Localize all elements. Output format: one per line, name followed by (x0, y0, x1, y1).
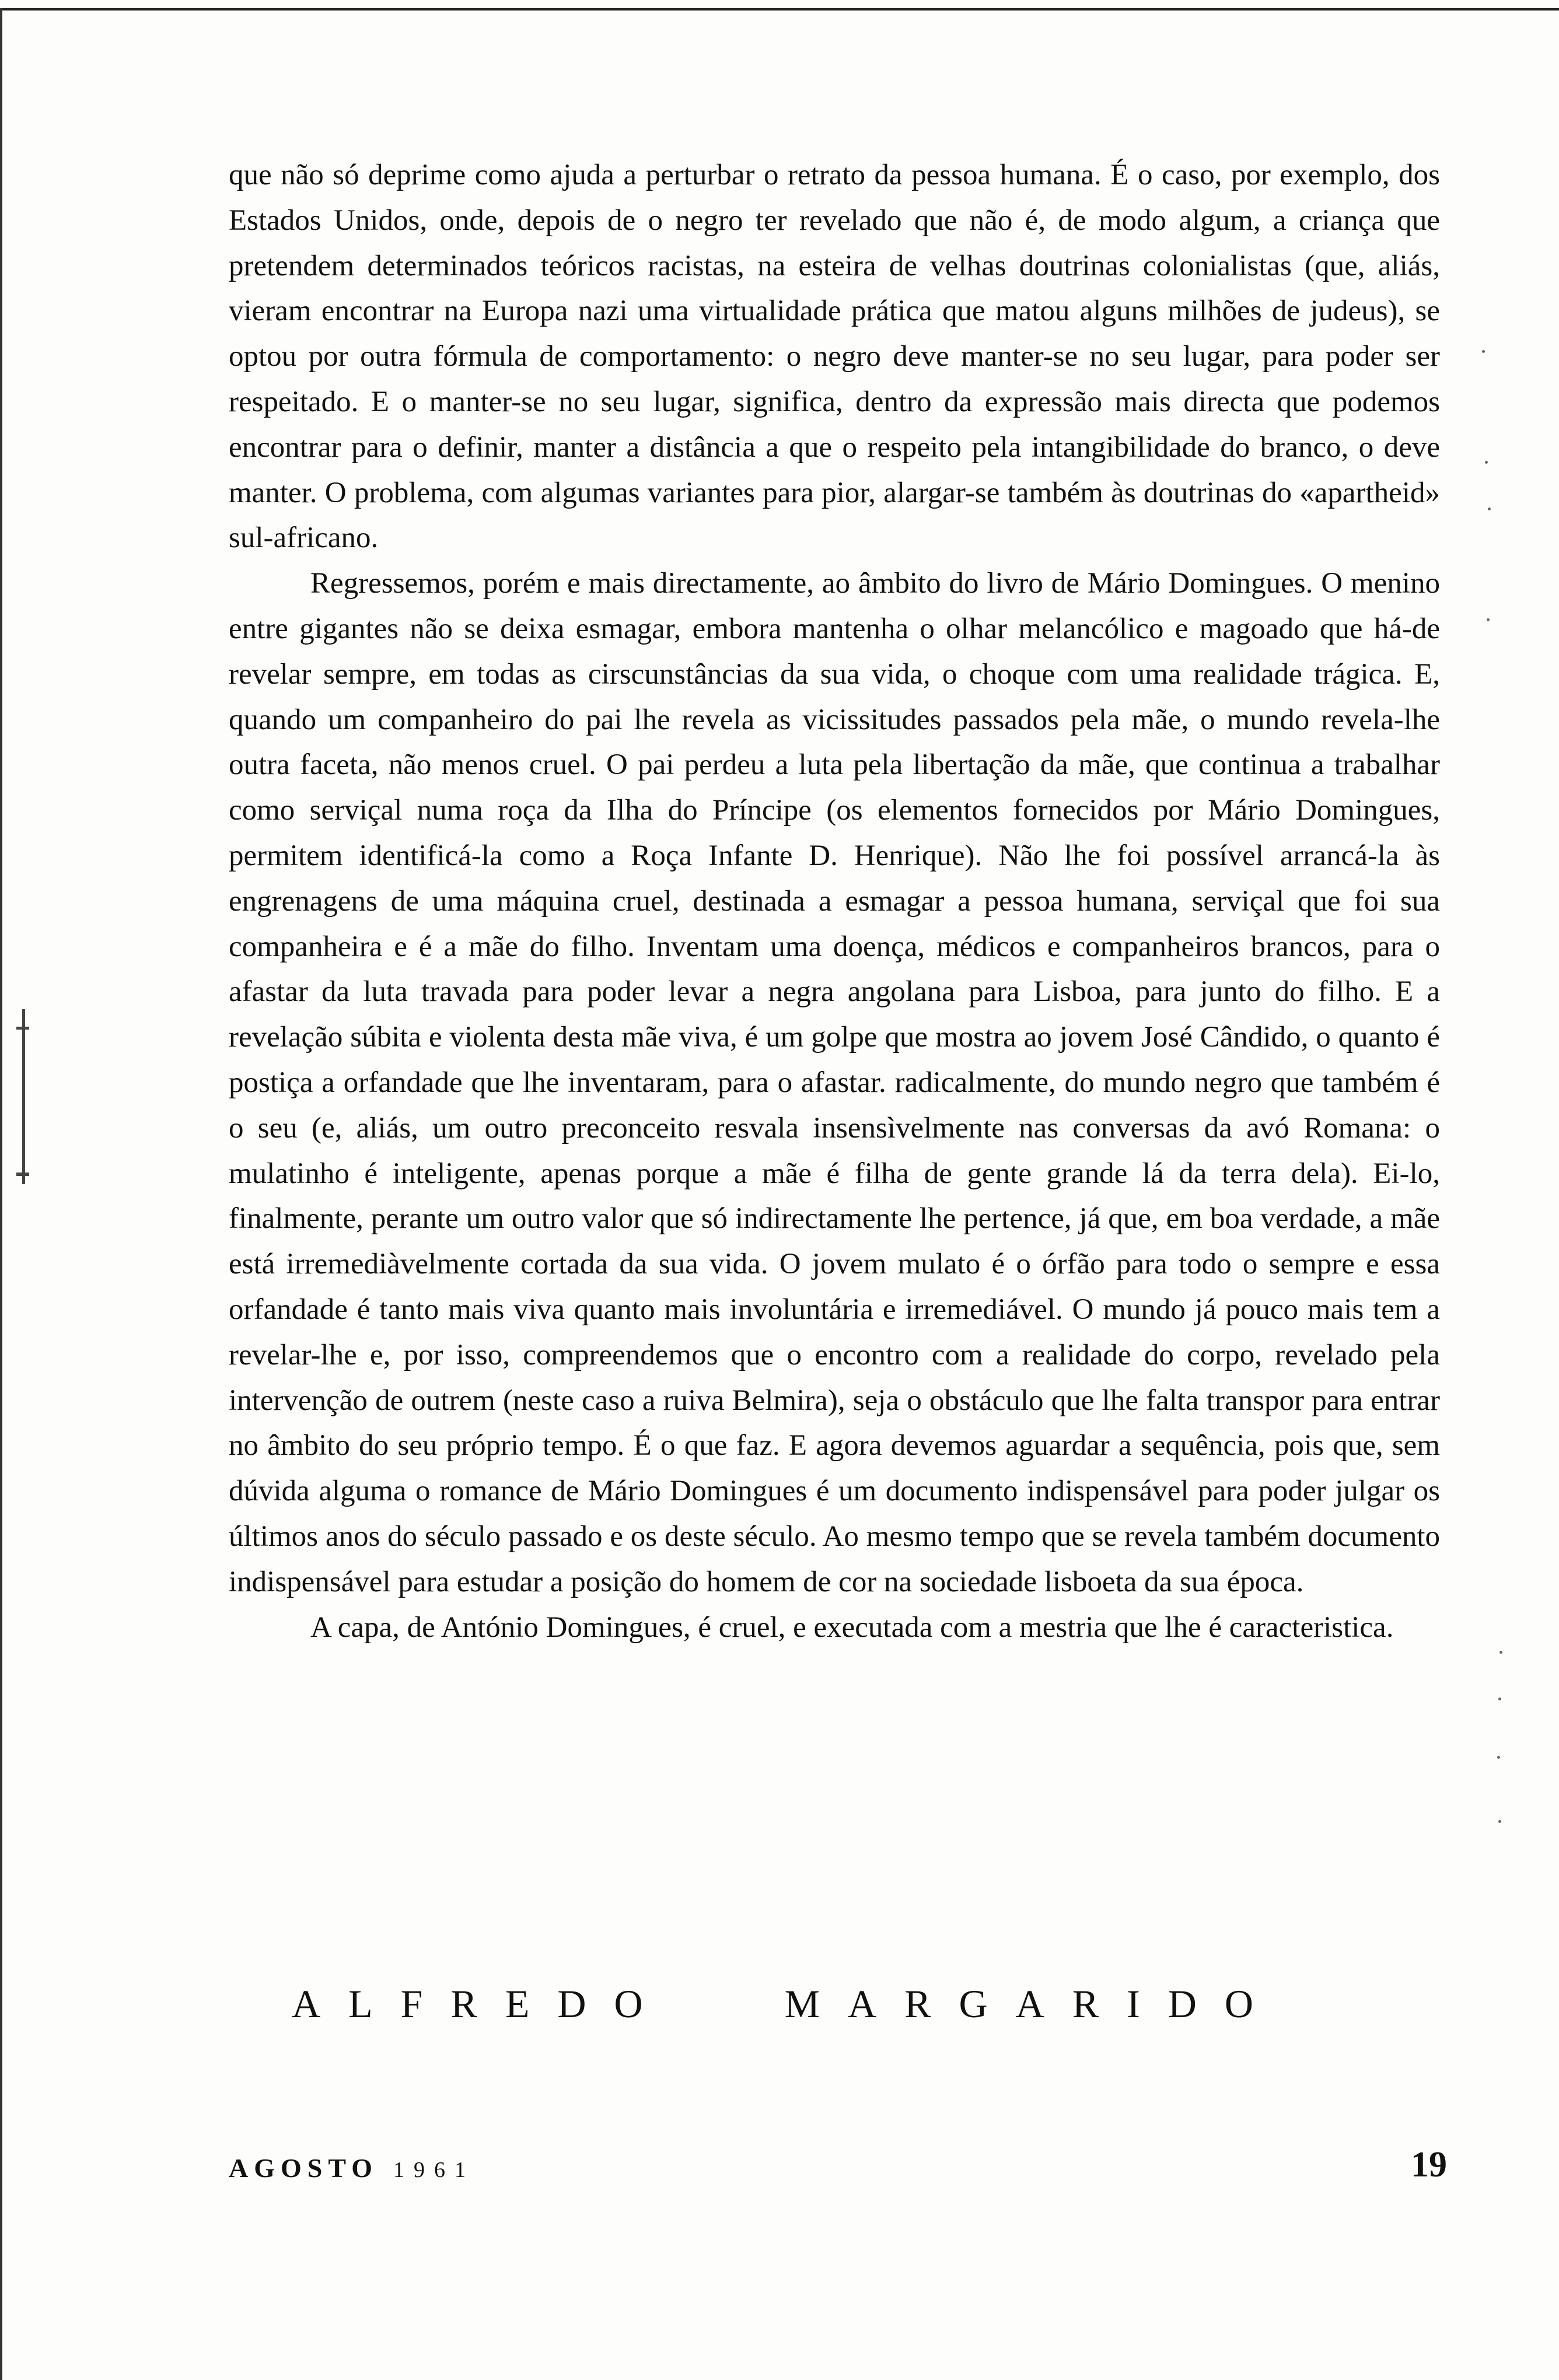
scan-speck (1482, 350, 1485, 353)
margin-mark (22, 1009, 25, 1184)
margin-mark (16, 1172, 29, 1176)
page-number: 19 (1411, 2145, 1447, 2185)
footer-year: 1961 (393, 2158, 475, 2182)
scan-speck (1485, 461, 1488, 464)
scan-speck (1499, 1651, 1502, 1654)
scan-edge-left (0, 8, 2, 2380)
article-body (229, 153, 1440, 1650)
paragraph-2: Regressemos, porém e mais directamente, ao âmbito do livro de Mário Domingues. O menino entre gigantes não se deixa esmagar, embora mantenha o olhar melancólico e magoado que há-de revelar sempre, em todas as cirscunstâncias da sua vida, o choque com uma realidade trágica. E, quando um companheiro do pai lhe revela as vicissitudes passados pela mãe, o mundo revela-lhe outra faceta, não menos cruel. O pai perdeu a luta pela libertação da mãe, que continua a trabalhar como serviçal numa roça da Ilha do Príncipe (os elementos fornecidos por Mário Domingues, permitem identificá-la como a Roça Infante D. Henrique). Não lhe foi possível arrancá-la às engrenagens de uma máquina cruel, destinada a esmagar a pessoa humana, serviçal que foi sua companheira e é a mãe do filho. Inventam uma doença, médicos e companheiros brancos, para o afastar da luta travada para poder levar a negra angolana para Lisboa, para junto do filho. E a revelação súbita e violenta desta mãe viva, é um golpe que mostra ao jovem José Cândido, o quanto é postiça a orfandade que lhe inventaram, para o afastar. radicalmente, do mundo negro que também é o seu (e, aliás, um outro preconceito resvala insensìvelmente nas conversas da avó Romana: o mulatinho é inteligente, apenas porque a mãe é filha de gente grande lá da terra dela). Ei-lo, finalmente, perante um outro valor que só indirectamente lhe pertence, já que, em boa verdade, a mãe está irremediàvelmente cortada da sua vida. O jovem mulato é o órfão para todo o sempre e essa orfandade é tanto mais viva quanto mais involuntária e irremediável. O mundo já pouco mais tem a revelar-lhe e, por isso, compreendemos que o encontro com a realidade do corpo, revelado pela intervenção de outrem (neste caso a ruiva Belmira), seja o obstáculo que lhe falta transpor para entrar no âmbito do seu próprio tempo. É o que faz. E agora devemos aguardar a sequência, pois que, sem dúvida alguma o romance de Mário Domingues é um documento indispensável para poder julgar os últimos anos do século passado e os deste século. Ao mesmo tempo que se revela também documento indispensável para estudar a posição do homem de cor na sociedade lisboeta da sua época. (229, 567, 1440, 1598)
scan-speck (1497, 1756, 1500, 1759)
scan-speck (1498, 1820, 1501, 1823)
scan-speck (1488, 508, 1491, 510)
footer-date (229, 2152, 475, 2183)
scan-speck (1498, 1698, 1501, 1700)
paragraph-1: que não só deprime como ajuda a perturbar o retrato da pessoa humana. É o caso, por exemplo, dos Estados Unidos, onde, depois de o negro ter revelado que não é, de modo algum, a criança que pretendem determinados teóricos racistas, na esteira de velhas doutrinas colonialistas (que, aliás, vieram encontrar na Europa nazi uma virtualidade prática que matou alguns milhões de judeus), se optou por outra fórmula de comportamento: o negro deve manter-se no seu lugar, para poder ser respeitado. E o manter-se no seu lugar, significa, dentro da expressão mais directa que podemos encontrar para o definir, manter a distância a que o respeito pela intangibilidade do branco, o deve manter. O problema, com algumas variantes para pior, alargar-se também às doutrinas do «apartheid» sul-africano. (229, 159, 1440, 555)
margin-mark (16, 1027, 29, 1030)
paragraph-3: A capa, de António Domingues, é cruel, e executada com a mestria que lhe é caracteristica. (310, 1611, 1394, 1644)
footer-month: AGOSTO (229, 2153, 378, 2183)
scan-speck (1487, 618, 1490, 621)
author-signature: ALFREDO MARGARIDO (292, 1982, 1281, 2026)
scan-edge-top (0, 8, 1559, 10)
